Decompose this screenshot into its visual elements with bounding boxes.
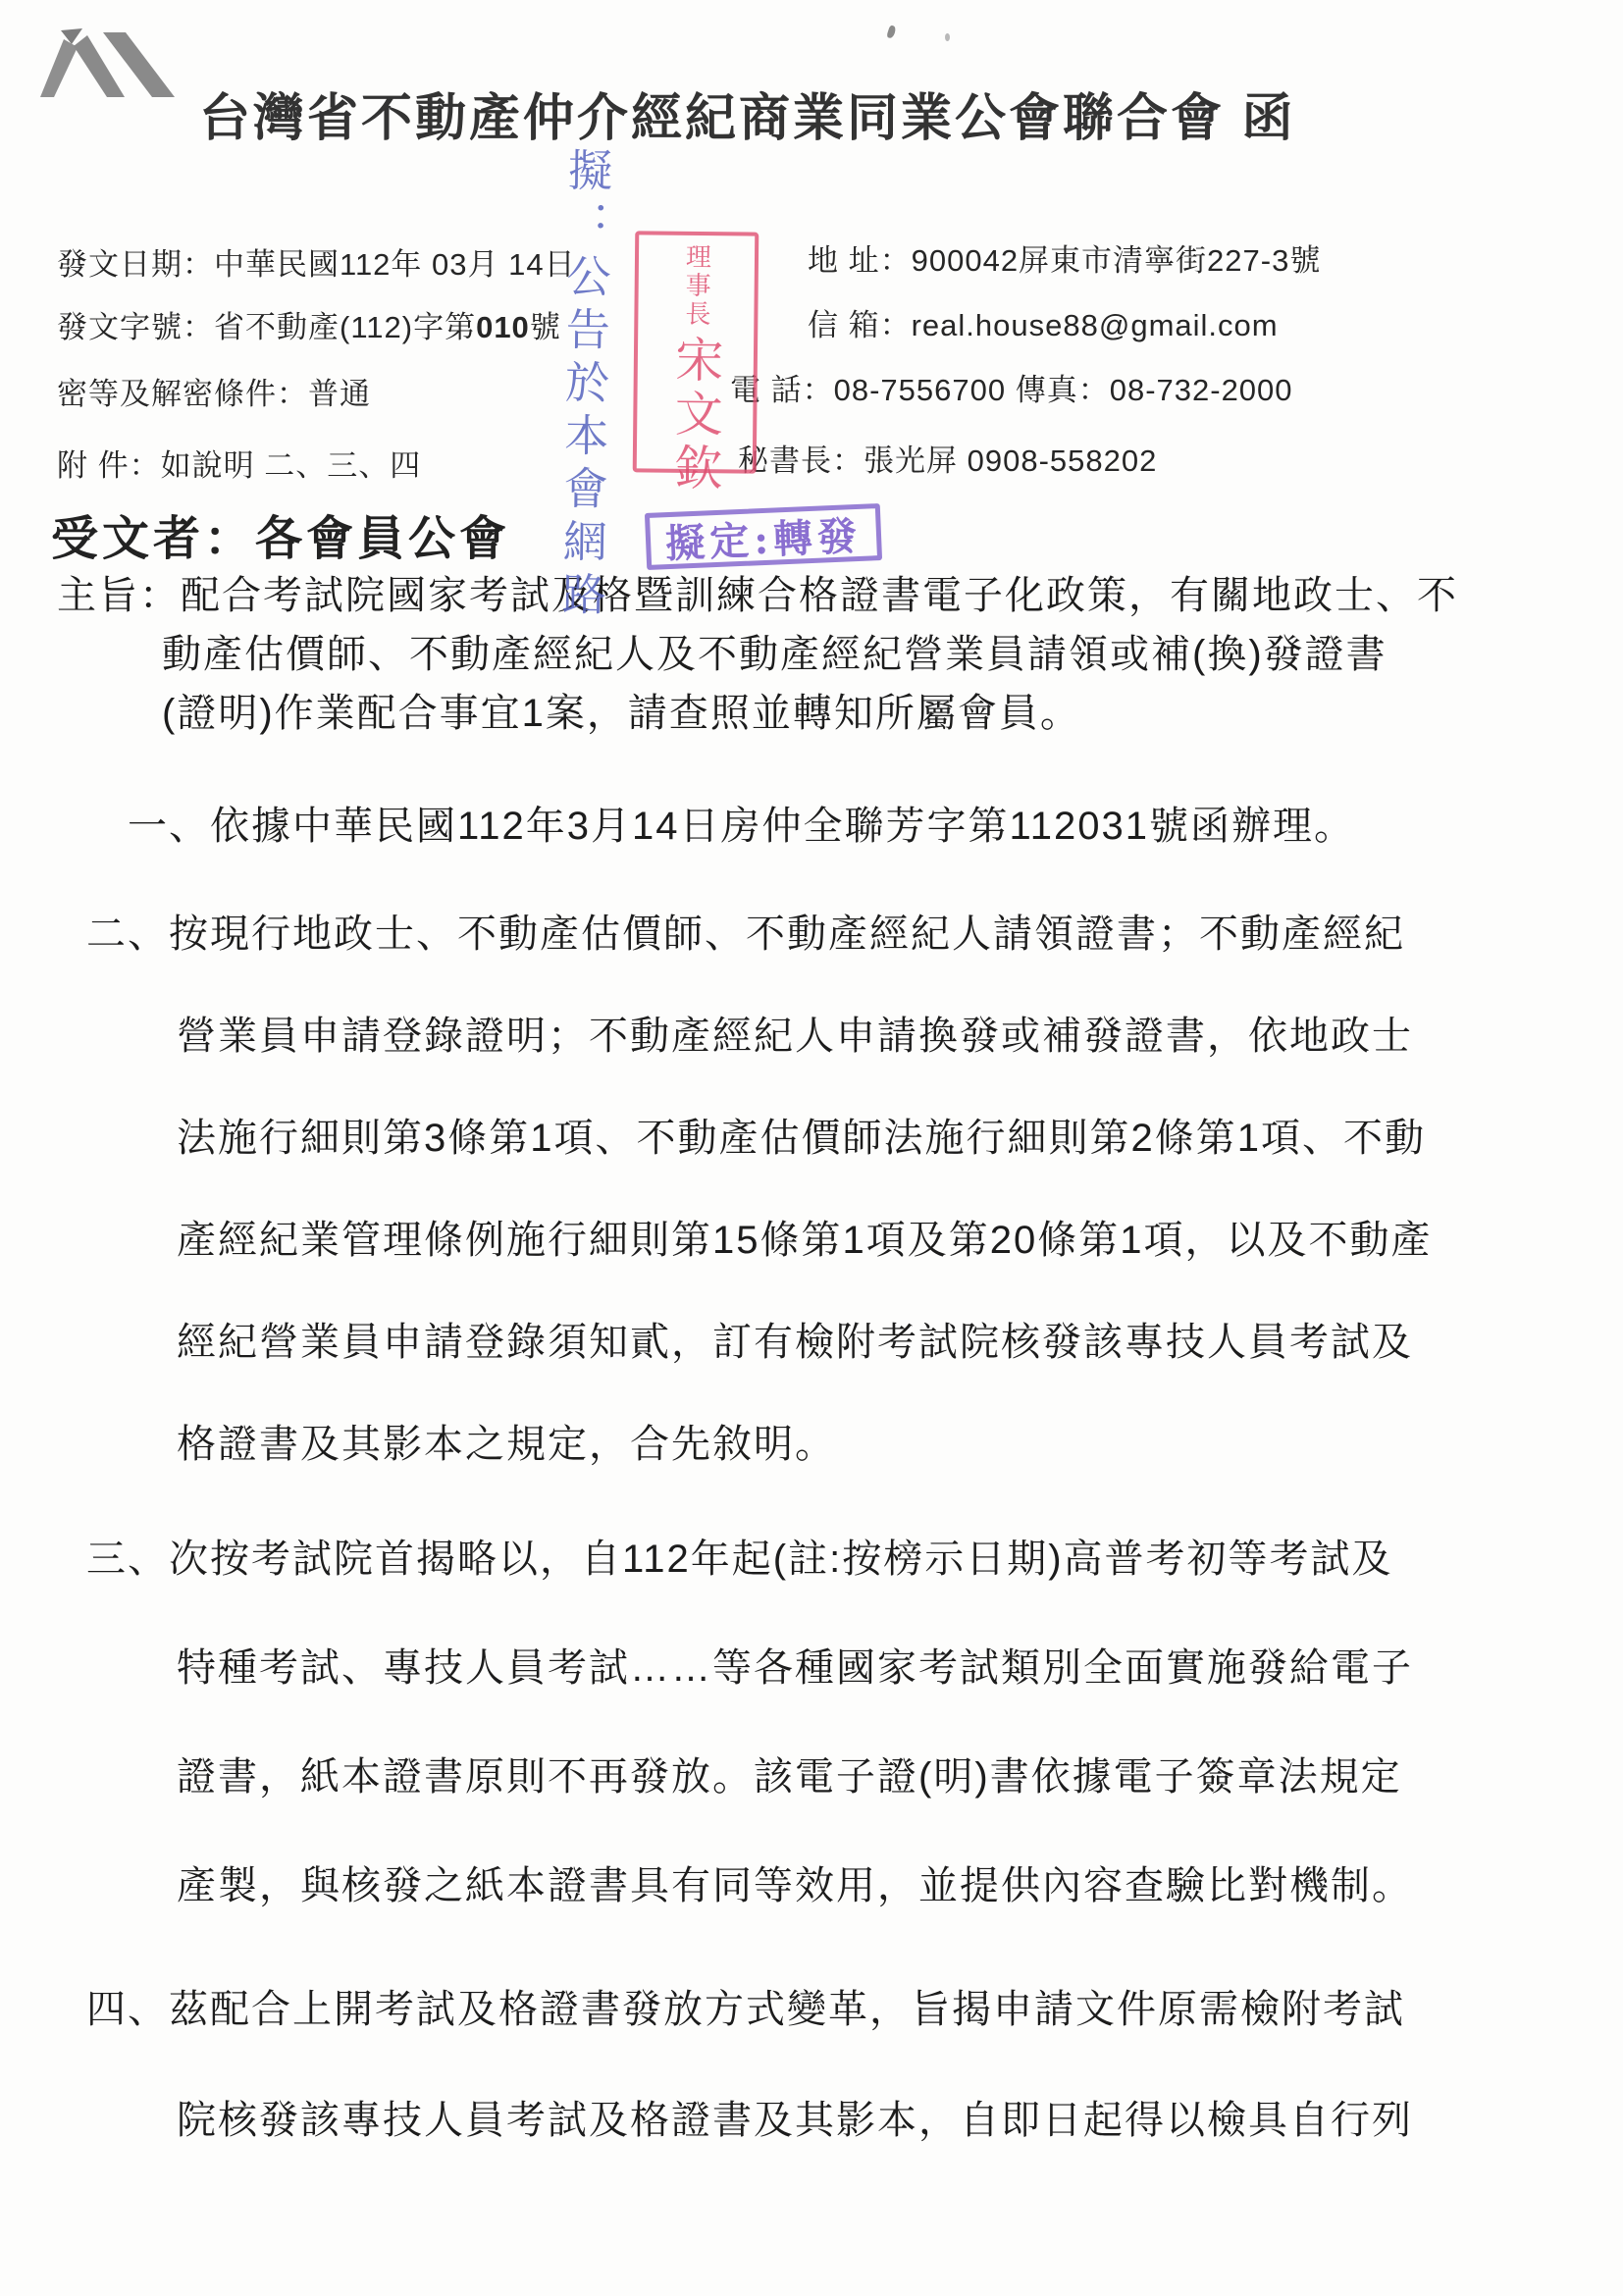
association-logo-icon [37,26,175,102]
action-stamp: 擬定:轉發 [645,503,882,570]
body-line: 證書，紙本證書原則不再發放。該電子證(明)書依據電子簽章法規定 [177,1755,1402,1799]
security-level: 密等及解密條件：普通 [57,377,371,411]
chairman-stamp [633,231,759,497]
body-line: 四、茲配合上開考試及格證書發放方式變革，旨揭申請文件原需檢附考試 [86,1988,1405,2031]
email: 信 箱：real.house88@gmail.com [808,308,1279,342]
subject-line: (證明)作業配合事宜1案，請查照並轉知所屬會員。 [162,691,1081,735]
body-line: 一、依據中華民國112年3月14日房仲全聯芳字第112031號函辦理。 [128,804,1356,848]
issue-date: 發文日期：中華民國112年 03月 14日 [57,247,576,282]
scan-artifact [886,25,897,39]
page-title: 台灣省不動產仲介經紀商業同業公會聯合會 函 [199,90,1296,147]
body-line: 經紀營業員申請登錄須知貳，訂有檢附考試院核發該專技人員考試及 [177,1320,1413,1364]
phone-fax: 電 話：08-7556700 傳真：08-732-2000 [730,373,1293,407]
secretary-contact: 秘書長：張光屏 0908-558202 [738,444,1158,478]
body-line: 產製，與核發之紙本證書具有同等效用，並提供內容查驗比對機制。 [177,1864,1413,1907]
doc-number [57,302,561,346]
doc-number-prefix: 發文字號：省不動產(112)字第 [57,310,477,344]
body-line: 院核發該專技人員考試及格證書及其影本，自即日起得以檢具自行列 [177,2099,1413,2142]
explanation-item-1 [128,771,1355,873]
handwritten-note: 擬：公告於本會網路 [553,146,613,625]
attachments: 附 件：如說明 二、三、四 [57,448,422,483]
chairman-stamp-name: 宋文欽 [666,334,725,497]
body-line: 營業員申請登錄證明；不動產經紀人申請換發或補發證書，依地政士 [177,1014,1413,1058]
recipient-line: 受文者：各會員公會 [51,513,511,565]
explanation-item-4 [86,1951,1413,2172]
explanation-item-2 [86,879,1432,1491]
body-line: 三、次按考試院首揭略以，自112年起(註:按榜示日期)高普考初等考試及 [86,1538,1393,1581]
body-line: 法施行細則第3條第1項、不動產估價師法施行細則第2條第1項、不動 [177,1116,1426,1160]
body-line: 格證書及其影本之規定，合先敘明。 [177,1422,836,1466]
subject-paragraph [57,562,1458,739]
explanation-item-3 [86,1501,1413,1937]
body-line: 特種考試、專技人員考試……等各種國家考試類別全面實施發給電子 [177,1646,1413,1690]
doc-number-suffix: 號 [529,310,561,344]
subject-line: 主旨：配合考試院國家考試及格暨訓練合格證書電子化政策，有關地政士、不 [57,573,1458,617]
doc-number-serial: 010 [476,310,530,344]
body-line: 產經紀業管理條例施行細則第15條第1項及第20條第1項，以及不動產 [177,1218,1433,1262]
body-line: 二、按現行地政士、不動產估價師、不動產經紀人請領證書；不動產經紀 [86,912,1405,956]
scan-artifact [945,33,950,41]
chairman-stamp-title: 理事長 [680,242,711,330]
address: 地 址：900042屏東市清寧街227-3號 [808,243,1322,278]
subject-line: 動產估價師、不動產經紀人及不動產經紀營業員請領或補(換)發證書 [162,632,1387,676]
